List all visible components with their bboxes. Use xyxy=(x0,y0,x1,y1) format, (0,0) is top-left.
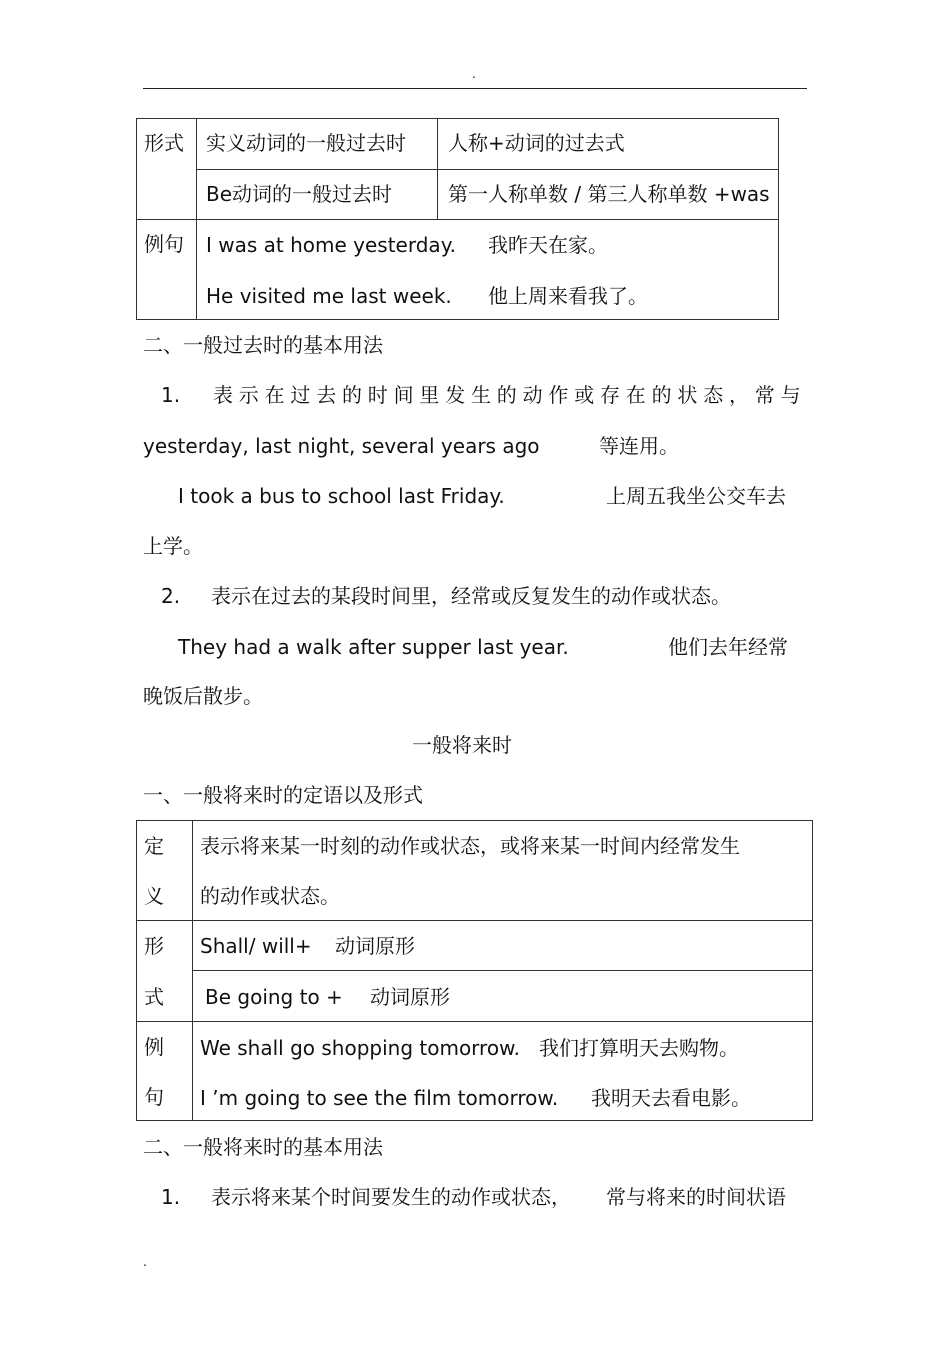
ex-label-1: 例 xyxy=(144,1035,164,1059)
future-usage-1-num: 1. xyxy=(161,1185,181,1209)
past-usage-1-text: 表示在过去的时间里发生的动作或存在的状态，常与 xyxy=(213,383,807,407)
def-text-cell xyxy=(193,821,813,921)
future-usage-1-text: 表示将来某个时间要发生的动作或状态， xyxy=(211,1185,571,1209)
person-plus-past-form: 人称+动词的过去式 xyxy=(448,131,625,155)
ex-label-cell xyxy=(137,1022,193,1121)
cell-r1c2 xyxy=(197,119,438,170)
form-2-cn: 动词原形 xyxy=(370,985,450,1009)
form-label-1: 形 xyxy=(144,934,164,958)
examples-cell xyxy=(197,220,779,320)
future-example-1-en: We shall go shopping tomorrow. xyxy=(200,1036,520,1060)
ex-label-2: 句 xyxy=(144,1085,164,1109)
past-usage-1-cont-cn: 等连用。 xyxy=(599,434,679,458)
future-title: 一般将来时 xyxy=(412,733,512,757)
form-label: 形式 xyxy=(144,131,184,155)
past-usage-2-example-en: They had a walk after supper last year. xyxy=(178,635,569,659)
def-text-2: 的动作或状态。 xyxy=(200,884,340,908)
past-usage-1-example-cn-cont: 上学。 xyxy=(143,534,203,558)
past-usage-1-cont-en: yesterday, last night, several years ago xyxy=(143,434,540,458)
past-usage-2-example-cn-cont: 晚饭后散步。 xyxy=(143,684,263,708)
past-usage-heading: 二、一般过去时的基本用法 xyxy=(143,333,383,357)
def-label-1: 定 xyxy=(144,834,164,858)
cell-r1c3 xyxy=(438,119,779,170)
footer-dot: . xyxy=(143,1255,147,1269)
form-1-en: Shall/ will+ xyxy=(200,934,312,958)
form-label-cell-2 xyxy=(137,921,193,1022)
example-2-en: He visited me last week. xyxy=(206,284,452,308)
cell-r2c2 xyxy=(197,170,438,220)
future-example-2-en: I ’m going to see the film tomorrow. xyxy=(200,1086,559,1110)
cell-r2c3 xyxy=(438,170,779,220)
be-verb-past-label: Be动词的一般过去时 xyxy=(206,182,393,206)
example-1-cn: 我昨天在家。 xyxy=(488,233,608,257)
future-example-1-cn: 我们打算明天去购物。 xyxy=(539,1036,739,1060)
past-usage-2-example-cn: 他们去年经常 xyxy=(668,635,788,659)
form-1-cn: 动词原形 xyxy=(335,934,415,958)
example-label-cell xyxy=(137,220,197,320)
form-2-en: Be going to + xyxy=(205,985,343,1009)
def-text-1: 表示将来某一时刻的动作或状态，或将来某一时间内经常发生 xyxy=(200,834,740,858)
future-example-2-cn: 我明天去看电影。 xyxy=(591,1086,751,1110)
future-tense-table xyxy=(136,820,813,1121)
notional-verb-past-label: 实义动词的一般过去时 xyxy=(206,131,406,155)
example-1-en: I was at home yesterday. xyxy=(206,233,457,257)
form-1-cell xyxy=(193,921,813,971)
form-2-cell xyxy=(193,971,813,1022)
header-dot: . xyxy=(472,67,476,81)
def-label-2: 义 xyxy=(144,884,164,908)
form-label-cell xyxy=(137,119,197,220)
future-usage-1-text-b: 常与将来的时间状语 xyxy=(606,1185,786,1209)
past-usage-1-example-en: I took a bus to school last Friday. xyxy=(178,484,505,508)
future-examples-cell xyxy=(193,1022,813,1121)
def-label-cell xyxy=(137,821,193,921)
past-usage-2-text: 表示在过去的某段时间里，经常或反复发生的动作或状态。 xyxy=(211,584,731,608)
future-def-heading: 一、一般将来时的定语以及形式 xyxy=(143,783,423,807)
past-usage-1-num: 1. xyxy=(161,383,181,407)
past-usage-1-example-cn: 上周五我坐公交车去 xyxy=(606,484,786,508)
future-usage-heading: 二、一般将来时的基本用法 xyxy=(143,1135,383,1159)
first-third-person-was: 第一人称单数 / 第三人称单数 +was xyxy=(448,182,770,206)
example-label: 例句 xyxy=(144,232,184,256)
example-2-cn: 他上周来看我了。 xyxy=(488,284,648,308)
past-usage-2-num: 2. xyxy=(161,584,181,608)
header-rule xyxy=(143,88,807,89)
form-label-2: 式 xyxy=(144,985,164,1009)
past-tense-table xyxy=(136,118,779,320)
